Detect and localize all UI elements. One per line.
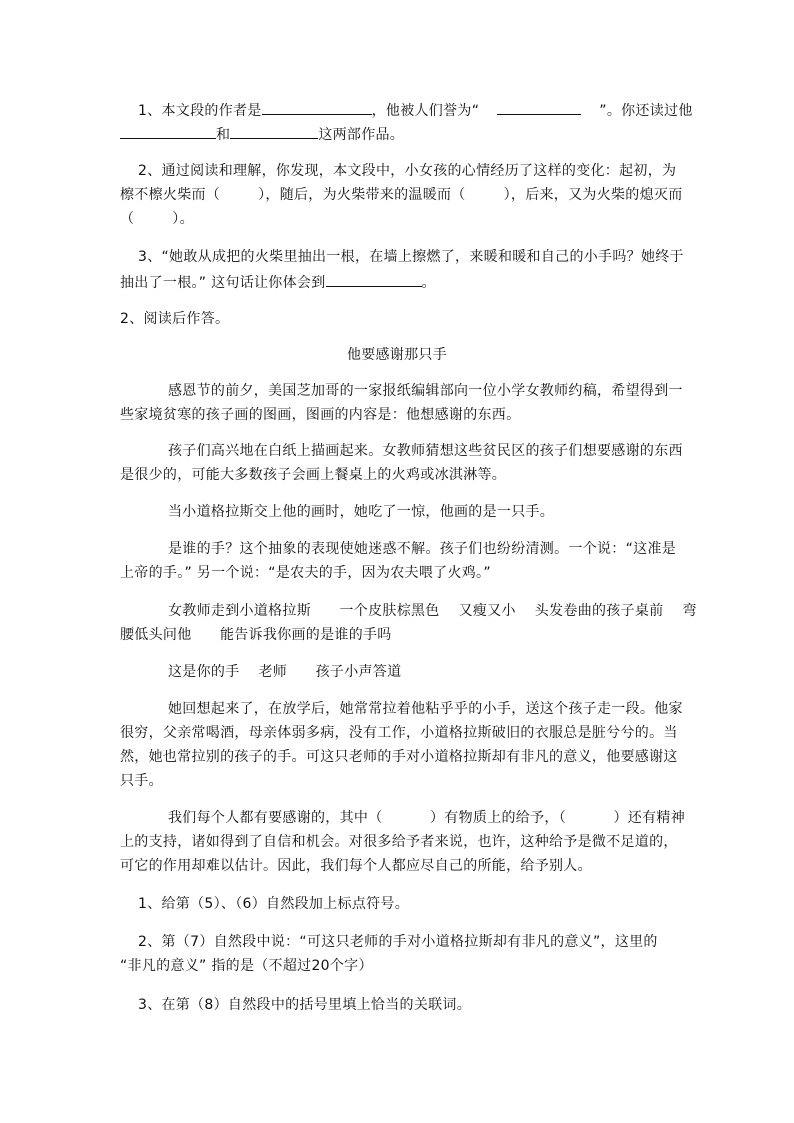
q3-line1: 3、“她敢从成把的火柴里抽出一根，在墙上擦燃了，来暖和暖和自己的小手吗？她终于: [138, 249, 684, 265]
article-p5-line2: 腰低头问他 能告诉我你画的是谁的手吗: [120, 627, 392, 643]
article-p3-line1: 当小道格拉斯交上他的画时，她吃了一惊，他画的是一只手。: [168, 504, 555, 520]
q1-line1: [138, 100, 693, 120]
q1-text-part1: 1、本文段的作者是: [138, 103, 262, 119]
article-p5-line1: 女教师走到小道格拉斯 一个皮肤棕黑色 又瘦又小 头发卷曲的孩子桌前 弯: [168, 603, 697, 619]
q1-blank-work2[interactable]: [230, 124, 318, 139]
q2-line3: （ ）。: [120, 211, 194, 227]
article-title: 他要感谢那只手: [346, 347, 448, 363]
section2-heading: 2、阅读后作答。: [120, 311, 230, 327]
article-p4-line2: 上帝的手。” 另一个说：“是农夫的手，因为农夫喂了火鸡。”: [120, 565, 491, 581]
q1-text-part4: 和: [216, 127, 231, 143]
question-3: 3、在第（8）自然段中的括号里填上恰当的关联词。: [138, 997, 472, 1013]
q2-line1: 2、通过阅读和理解，你发现，本文段中，小女孩的心情经历了这样的变化：起初，为: [138, 163, 677, 179]
question-1: 1、给第（5）、（6）自然段加上标点符号。: [138, 896, 410, 912]
article-p7-line2: 很穷，父亲常喝酒，母亲体弱多病，没有工作，小道格拉斯破旧的衣服总是脏兮兮的。当: [120, 725, 678, 741]
article-p2-line2: 是很少的，可能大多数孩子会画上餐桌上的火鸡或冰淇淋等。: [120, 467, 507, 483]
q1-text-part2: ，他被人们誉为“: [371, 103, 480, 119]
article-p6-line1: 这是你的手 老师 孩子小声答道: [168, 664, 402, 680]
article-p4-line1: 是谁的手？这个抽象的表现使她迷惑不解。孩子们也纷纷清测。一个说：“这准是: [168, 541, 677, 557]
article-p8-line3: 可它的作用却难以估计。因此，我们每个人都应尽自己的所能，给予别人。: [120, 858, 592, 874]
q3-blank-answer[interactable]: [326, 272, 422, 287]
article-p1-line1: 感恩节的前夕，美国芝加哥的一家报纸编辑部向一位小学女教师约稿，希望得到一: [168, 383, 683, 399]
article-p7-line3: 然，她也常拉别的孩子的手。可这只老师的手对小道格拉斯却有非凡的意义，他要感谢这: [120, 749, 678, 765]
q1-text-part3: ”。你还读过他: [599, 103, 693, 119]
q1-blank-work1[interactable]: [120, 124, 216, 139]
article-p7-line4: 只手。: [120, 773, 163, 789]
q1-blank-title[interactable]: [497, 100, 581, 115]
q2-line2: 檫不檫火柴而（ ），随后，为火柴带来的温暖而（ ），后来，又为火柴的熄灭而: [120, 187, 683, 203]
q1-line2: [120, 124, 404, 144]
article-p1-line2: 些家境贫寒的孩子画的图画，图画的内容是：他想感谢的东西。: [120, 407, 521, 423]
article-p7-line1: 她回想起来了，在放学后，她常常拉着他粘乎乎的小手，送这个孩子走一段。他家: [168, 701, 683, 717]
q1-blank-author[interactable]: [262, 100, 372, 115]
question-2-line1: 2、第（7）自然段中说：“可这只老师的手对小道格拉斯却有非凡的意义”，这里的: [138, 934, 658, 950]
article-p8-line1: 我们每个人都有要感谢的，其中（ ）有物质上的给予，（ ）还有精神: [168, 810, 686, 826]
question-2-line2: “非凡的意义” 指的是（不超过20个字）: [120, 958, 373, 974]
article-p2-line1: 孩子们高兴地在白纸上描画起来。女教师猜想这些贫民区的孩子们想要感谢的东西: [168, 443, 683, 459]
q3-text-prefix: 抽出了一根。” 这句话让你体会到: [120, 275, 326, 291]
q1-text-part5: 这两部作品。: [318, 127, 405, 143]
q3-text-suffix: 。: [421, 275, 436, 291]
article-p8-line2: 上的支持，诸如得到了自信和机会。对很多给予者来说，也许，这种给予是微不足道的，: [120, 834, 678, 850]
q3-line2: [120, 272, 436, 292]
